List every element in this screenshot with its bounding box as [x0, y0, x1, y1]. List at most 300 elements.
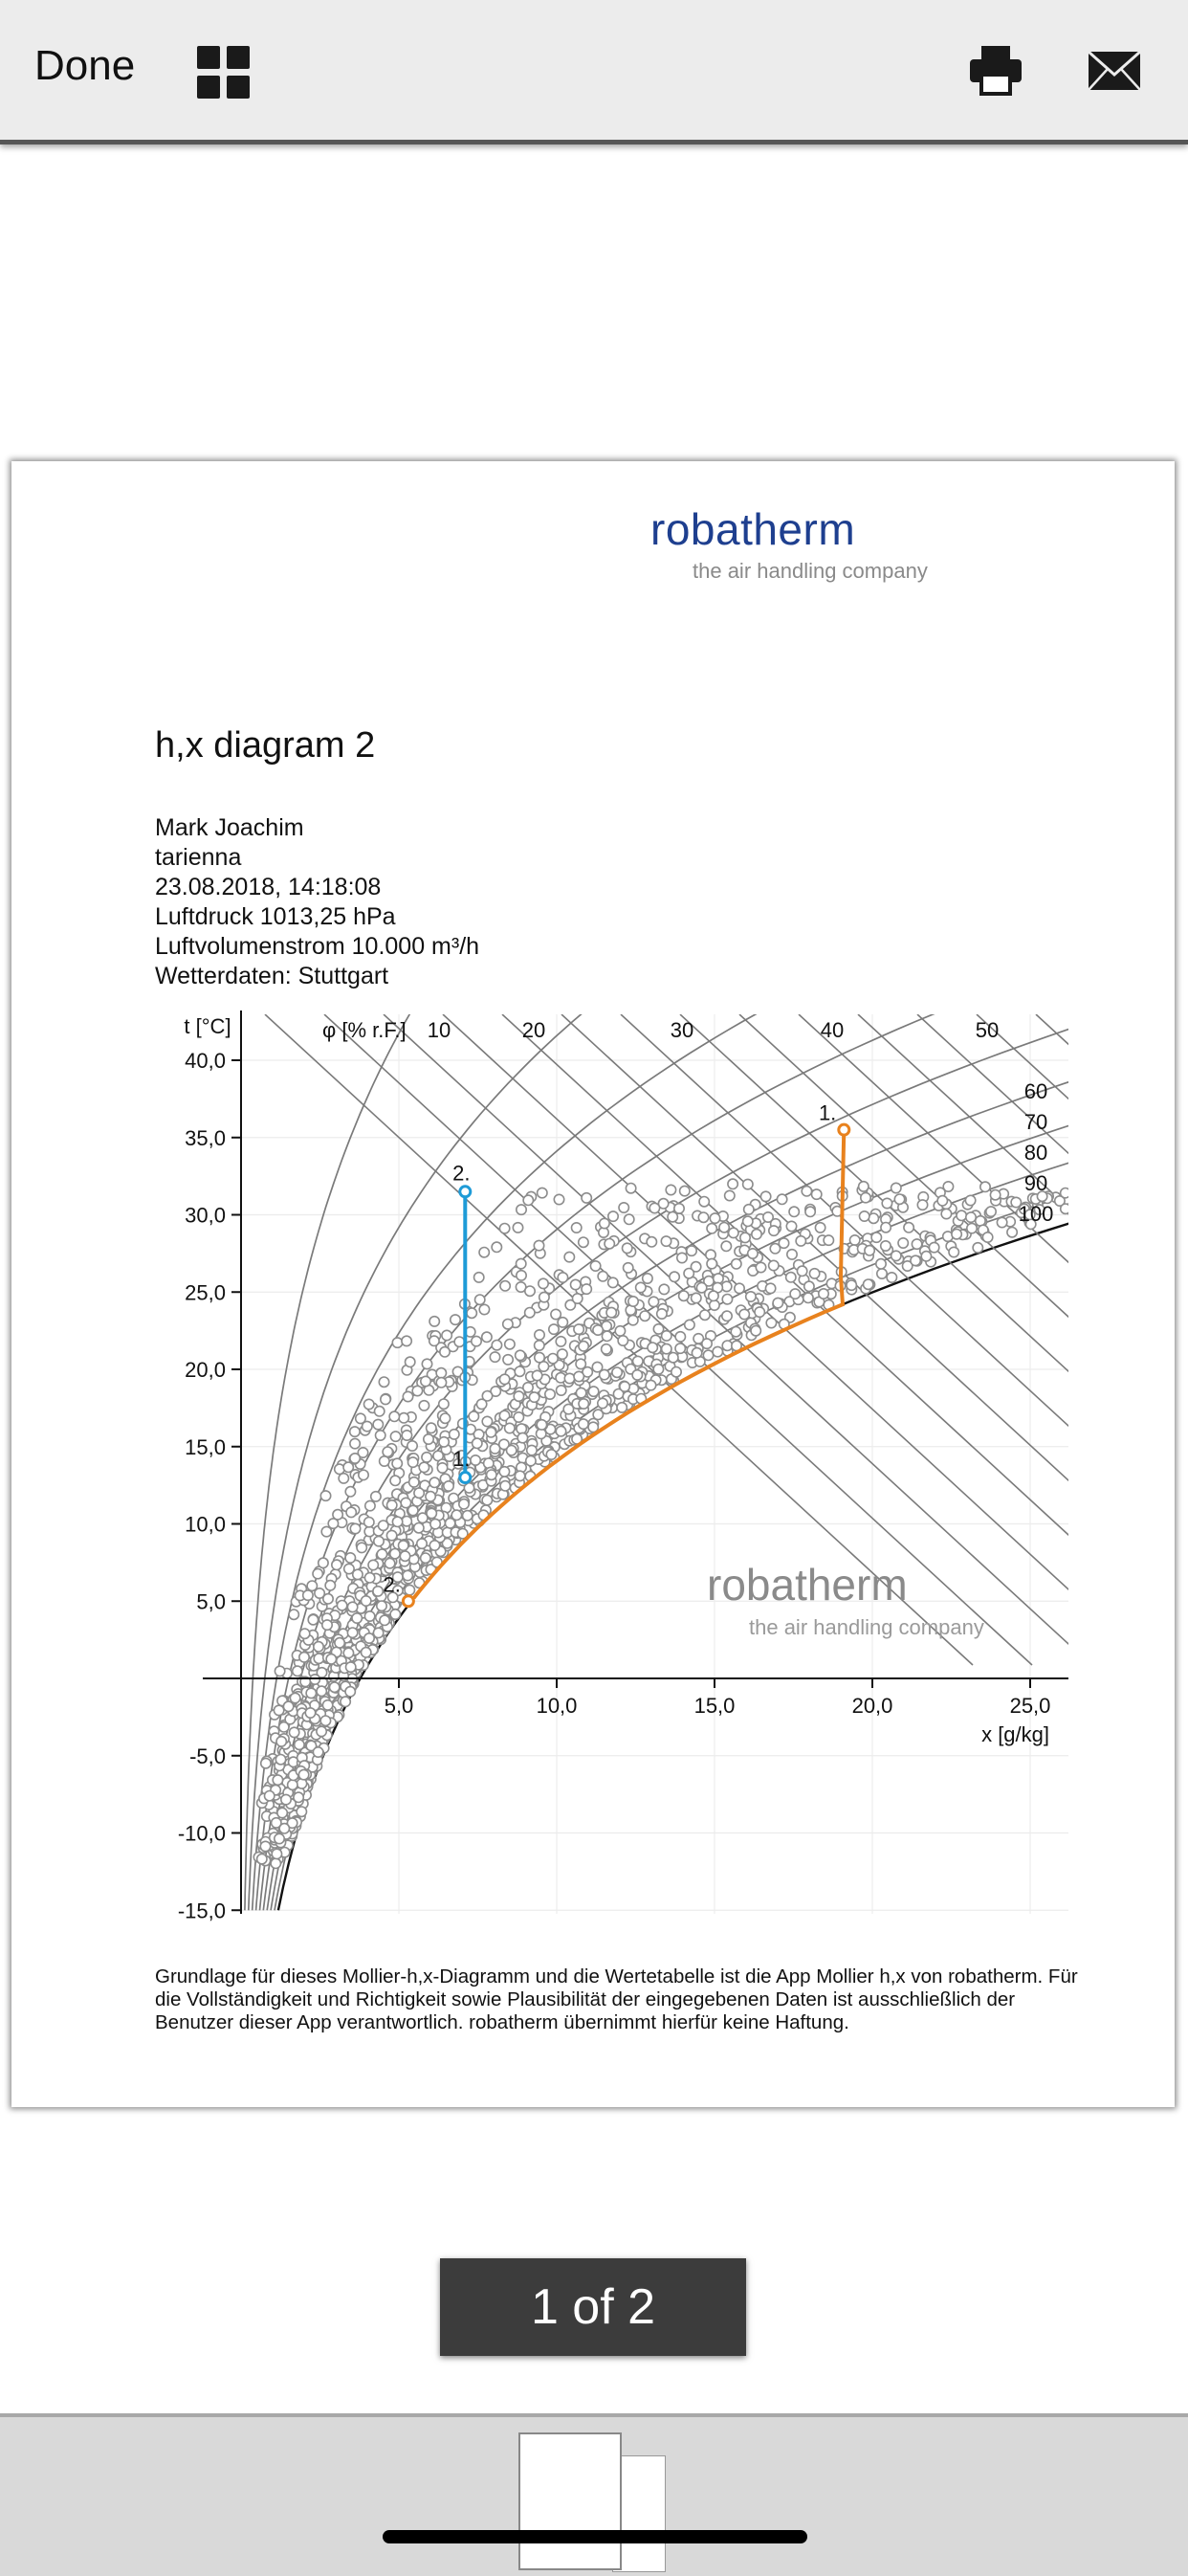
y-tick-label: 5,0	[196, 1589, 226, 1614]
weather-point	[436, 1378, 446, 1388]
weather-point	[628, 1297, 638, 1306]
weather-point	[357, 1543, 366, 1552]
process-point-label: 1.	[818, 1100, 837, 1125]
weather-point	[525, 1308, 535, 1318]
weather-point	[670, 1272, 679, 1281]
weather-point	[343, 1648, 353, 1657]
weather-point	[343, 1462, 353, 1472]
weather-point	[608, 1277, 618, 1287]
weather-point	[347, 1602, 357, 1611]
document-title: h,x diagram 2	[155, 725, 376, 766]
weather-point	[965, 1195, 975, 1205]
weather-point	[699, 1197, 709, 1207]
weather-point	[986, 1207, 996, 1216]
weather-point	[740, 1232, 750, 1242]
weather-point	[556, 1427, 565, 1436]
weather-point	[275, 1755, 285, 1765]
weather-point	[513, 1223, 522, 1232]
weather-point	[346, 1507, 356, 1517]
weather-point	[997, 1217, 1006, 1227]
weather-point	[305, 1708, 315, 1718]
weather-point	[669, 1353, 678, 1363]
weather-point	[539, 1278, 548, 1288]
weather-point	[693, 1334, 703, 1344]
done-button[interactable]: Done	[34, 42, 136, 89]
weather-point	[272, 1849, 281, 1858]
weather-point	[373, 1419, 383, 1429]
weather-point	[439, 1437, 449, 1447]
weather-point	[692, 1348, 701, 1358]
weather-point	[260, 1841, 270, 1851]
weather-point	[534, 1240, 543, 1250]
weather-point	[674, 1204, 684, 1213]
weather-point	[368, 1560, 378, 1569]
logo-tagline: the air handling company	[693, 559, 928, 583]
weather-point	[649, 1297, 658, 1306]
weather-point	[769, 1260, 779, 1270]
weather-point	[600, 1369, 609, 1379]
meta-line: Wetterdaten: Stuttgart	[155, 963, 389, 989]
document-meta	[155, 813, 479, 991]
meta-line: Luftdruck 1013,25 hPa	[155, 903, 396, 930]
weather-point	[364, 1611, 374, 1621]
weather-point	[707, 1224, 716, 1233]
x-tick-label: 25,0	[1009, 1694, 1051, 1718]
weather-point	[320, 1716, 330, 1725]
weather-point	[539, 1292, 549, 1301]
grid-icon[interactable]	[197, 46, 251, 100]
weather-point	[600, 1218, 609, 1228]
weather-point	[299, 1629, 309, 1638]
weather-point	[475, 1295, 485, 1304]
chart-watermark-tagline: the air handling company	[749, 1615, 984, 1639]
weather-point	[445, 1519, 454, 1528]
weather-point	[273, 1775, 282, 1785]
weather-point	[579, 1342, 588, 1351]
weather-point	[937, 1196, 947, 1206]
weather-point	[408, 1457, 418, 1467]
rh-curve-label: 80	[1023, 1141, 1048, 1165]
weather-point	[297, 1807, 306, 1816]
weather-point	[573, 1294, 583, 1303]
weather-point	[362, 1648, 371, 1657]
weather-point	[643, 1274, 652, 1283]
disclaimer-text: Grundlage für dieses Mollier-h,x-Diagramm und die Wertetabelle ist die App Mollier h,x von robatherm. Für die Vollständigkeit und Richtigkeit sowie Plausibilität der eingegebenen Daten ist ausschließlich der Benutzer dieser App verantwortlich. robatherm übernimmt hierfür keine Haftung.	[155, 1965, 1078, 2033]
weather-point	[463, 1511, 473, 1521]
y-tick-label: 35,0	[185, 1125, 226, 1150]
weather-point	[440, 1347, 450, 1357]
weather-point	[303, 1590, 313, 1600]
weather-point	[564, 1373, 574, 1383]
weather-point	[721, 1241, 731, 1251]
weather-point	[647, 1237, 656, 1247]
weather-point	[859, 1182, 869, 1191]
weather-point	[450, 1430, 459, 1439]
weather-point	[535, 1330, 544, 1340]
weather-point	[640, 1311, 649, 1321]
x-tick-label: 20,0	[851, 1694, 893, 1718]
page-indicator: 1 of 2	[440, 2258, 746, 2356]
weather-point	[777, 1194, 786, 1204]
weather-point	[869, 1213, 878, 1223]
weather-point	[294, 1792, 303, 1802]
weather-point	[894, 1194, 904, 1204]
weather-point	[804, 1281, 814, 1291]
weather-point	[408, 1505, 418, 1515]
weather-point	[929, 1242, 938, 1252]
home-indicator	[383, 2530, 807, 2543]
weather-point	[809, 1269, 819, 1278]
weather-point	[403, 1391, 412, 1401]
weather-point	[668, 1212, 677, 1222]
weather-point	[377, 1549, 386, 1559]
weather-point	[980, 1182, 990, 1191]
weather-point	[623, 1243, 632, 1253]
weather-point	[523, 1195, 533, 1205]
weather-point	[709, 1291, 718, 1300]
weather-point	[861, 1192, 870, 1202]
weather-point	[429, 1317, 439, 1326]
weather-point	[551, 1309, 561, 1319]
weather-point	[558, 1273, 567, 1282]
weather-point	[400, 1551, 409, 1561]
rh-curve-label: 70	[1023, 1110, 1048, 1134]
weather-point	[904, 1223, 913, 1232]
weather-point	[698, 1212, 708, 1222]
weather-point	[298, 1769, 308, 1779]
y-tick-label: -10,0	[177, 1821, 226, 1846]
weather-point	[430, 1519, 440, 1528]
weather-point	[426, 1492, 435, 1501]
weather-point	[949, 1247, 958, 1256]
weather-point	[271, 1858, 280, 1868]
weather-point	[545, 1389, 555, 1399]
weather-point	[440, 1413, 450, 1423]
y-axis-label: t [°C]	[184, 1014, 231, 1038]
weather-point	[482, 1496, 492, 1505]
weather-point	[860, 1211, 869, 1221]
weather-point	[337, 1601, 346, 1610]
rh-axis-label: φ [% r.F.]	[322, 1018, 407, 1042]
weather-point	[350, 1454, 360, 1463]
weather-point	[364, 1399, 374, 1409]
weather-point	[535, 1352, 544, 1362]
weather-point	[335, 1638, 344, 1648]
weather-point	[574, 1324, 583, 1334]
weather-point	[770, 1244, 780, 1254]
weather-point	[421, 1376, 430, 1386]
weather-point	[797, 1266, 806, 1276]
weather-point	[277, 1808, 287, 1817]
weather-point	[373, 1628, 383, 1637]
page-thumbnail-1[interactable]	[518, 2432, 622, 2570]
weather-point	[364, 1633, 374, 1643]
weather-point	[576, 1388, 585, 1397]
weather-point	[345, 1553, 355, 1563]
y-tick-label: 15,0	[185, 1434, 226, 1459]
weather-point	[618, 1336, 627, 1345]
y-tick-label: 30,0	[185, 1203, 226, 1228]
weather-point	[364, 1573, 374, 1583]
process-point-label: 2.	[383, 1572, 401, 1597]
mollier-chart	[150, 1005, 1078, 1923]
weather-point	[646, 1380, 655, 1389]
weather-point	[819, 1289, 828, 1299]
weather-point	[429, 1541, 439, 1550]
process-point-orange	[839, 1124, 849, 1135]
weather-point	[265, 1791, 275, 1801]
top-toolbar	[0, 0, 1188, 144]
weather-point	[499, 1374, 509, 1384]
x-tick-label: 5,0	[384, 1694, 414, 1718]
weather-point	[332, 1560, 341, 1569]
weather-point	[755, 1307, 764, 1317]
weather-point	[261, 1759, 271, 1768]
weather-point	[380, 1456, 389, 1466]
weather-point	[390, 1476, 400, 1485]
weather-point	[479, 1248, 489, 1257]
weather-point	[537, 1420, 546, 1430]
weather-point	[653, 1324, 663, 1334]
weather-point	[549, 1324, 559, 1334]
weather-point	[719, 1223, 729, 1232]
weather-point	[350, 1427, 360, 1436]
weather-point	[546, 1450, 556, 1459]
weather-point	[473, 1438, 482, 1448]
x-axis-label: x [g/kg]	[981, 1722, 1049, 1746]
weather-point	[418, 1513, 428, 1522]
weather-point	[414, 1488, 424, 1498]
weather-point	[350, 1523, 360, 1533]
weather-point	[419, 1401, 429, 1410]
weather-point	[572, 1223, 582, 1232]
weather-point	[535, 1341, 544, 1350]
weather-point	[625, 1214, 634, 1224]
weather-point	[363, 1421, 372, 1431]
weather-point	[414, 1523, 424, 1533]
weather-point	[317, 1686, 326, 1696]
weather-point	[941, 1209, 951, 1218]
weather-point	[514, 1412, 523, 1422]
weather-point	[313, 1747, 322, 1757]
weather-point	[322, 1620, 332, 1630]
enthalpy-line	[917, 1014, 1078, 1665]
weather-point	[898, 1238, 908, 1248]
weather-point	[500, 1281, 510, 1291]
weather-point	[732, 1259, 741, 1269]
weather-point	[383, 1447, 392, 1456]
weather-point	[554, 1194, 563, 1204]
weather-point	[429, 1477, 439, 1487]
weather-point	[469, 1411, 478, 1421]
meta-line: 23.08.2018, 14:18:08	[155, 874, 382, 900]
weather-point	[756, 1262, 765, 1272]
weather-point	[403, 1570, 412, 1580]
weather-point	[306, 1688, 316, 1698]
weather-point	[402, 1336, 411, 1345]
weather-point	[556, 1337, 565, 1346]
thumbnail-bar	[0, 2413, 1188, 2576]
weather-point	[517, 1271, 526, 1280]
weather-point	[1061, 1204, 1070, 1213]
weather-point	[503, 1320, 513, 1329]
weather-point	[865, 1246, 874, 1255]
weather-point	[364, 1518, 374, 1527]
weather-point	[392, 1517, 402, 1526]
weather-point	[257, 1854, 267, 1864]
weather-point	[743, 1179, 753, 1188]
weather-point	[326, 1654, 336, 1664]
weather-point	[275, 1666, 284, 1676]
weather-point	[766, 1318, 776, 1327]
weather-point	[722, 1295, 732, 1304]
weather-point	[339, 1474, 348, 1483]
weather-point	[973, 1243, 982, 1253]
weather-point	[787, 1250, 797, 1259]
weather-point	[417, 1539, 427, 1548]
weather-point	[564, 1252, 574, 1261]
weather-point	[677, 1253, 687, 1262]
weather-point	[379, 1521, 388, 1530]
weather-point	[588, 1387, 598, 1396]
x-tick-label: 10,0	[536, 1694, 578, 1718]
weather-point	[320, 1491, 330, 1500]
document-page	[11, 461, 1175, 2107]
weather-point	[713, 1346, 722, 1356]
weather-point	[582, 1284, 591, 1294]
weather-point	[538, 1188, 547, 1197]
weather-point	[887, 1273, 896, 1282]
weather-point	[422, 1359, 431, 1368]
weather-point	[392, 1458, 402, 1468]
weather-point	[484, 1458, 494, 1468]
meta-line: Luftvolumenstrom 10.000 m³/h	[155, 933, 480, 960]
weather-point	[1068, 1209, 1078, 1218]
weather-point	[877, 1269, 887, 1278]
weather-point	[405, 1585, 414, 1594]
weather-point	[507, 1446, 517, 1455]
meta-line: Mark Joachim	[155, 814, 304, 841]
weather-point	[347, 1628, 357, 1637]
weather-point	[492, 1341, 501, 1350]
weather-point	[628, 1315, 638, 1324]
weather-point	[422, 1453, 431, 1462]
weather-point	[406, 1357, 415, 1366]
weather-point	[763, 1212, 773, 1222]
weather-point	[824, 1235, 833, 1245]
weather-point	[295, 1740, 304, 1749]
rh-curve	[256, 1005, 1013, 1910]
weather-point	[409, 1477, 419, 1487]
weather-point	[505, 1423, 515, 1432]
weather-point	[319, 1558, 328, 1567]
weather-point	[648, 1343, 657, 1352]
weather-point	[387, 1500, 397, 1510]
rh-curve	[275, 1005, 1078, 1910]
weather-point	[352, 1613, 362, 1623]
weather-point	[308, 1615, 318, 1625]
weather-point	[636, 1282, 646, 1292]
weather-point	[345, 1687, 355, 1697]
weather-point	[376, 1431, 385, 1440]
weather-point	[675, 1332, 685, 1342]
weather-point	[590, 1261, 600, 1271]
weather-point	[760, 1191, 770, 1201]
weather-point	[812, 1189, 822, 1199]
weather-point	[385, 1559, 394, 1568]
weather-point	[579, 1399, 588, 1409]
process-point-label: 1.	[452, 1447, 471, 1472]
weather-point	[882, 1198, 891, 1208]
weather-point	[317, 1726, 326, 1736]
weather-point	[864, 1279, 873, 1289]
weather-point	[505, 1340, 515, 1349]
weather-point	[598, 1398, 607, 1408]
weather-point	[333, 1510, 342, 1520]
weather-point	[911, 1255, 920, 1265]
printer-icon[interactable]	[968, 42, 1023, 98]
weather-point	[362, 1596, 371, 1606]
weather-point	[744, 1205, 754, 1214]
weather-point	[346, 1662, 356, 1672]
weather-point	[675, 1344, 685, 1353]
weather-point	[659, 1284, 669, 1294]
weather-point	[499, 1224, 509, 1233]
weather-point	[514, 1391, 523, 1401]
x-tick-label: 15,0	[693, 1694, 736, 1718]
weather-point	[557, 1386, 566, 1395]
weather-point	[399, 1541, 408, 1550]
weather-point	[288, 1780, 297, 1789]
weather-point	[687, 1246, 696, 1255]
weather-point	[649, 1203, 659, 1212]
weather-point	[377, 1601, 386, 1610]
weather-point	[419, 1462, 429, 1472]
y-tick-label: -15,0	[177, 1899, 226, 1923]
weather-point	[439, 1399, 449, 1409]
weather-point	[815, 1223, 825, 1232]
weather-point	[515, 1471, 524, 1480]
weather-point	[279, 1824, 289, 1833]
weather-point	[353, 1569, 363, 1579]
chart-watermark-name: robatherm	[707, 1560, 908, 1610]
weather-point	[399, 1413, 408, 1423]
weather-point	[685, 1320, 694, 1329]
weather-point	[891, 1183, 901, 1192]
weather-point	[608, 1211, 618, 1221]
weather-point	[700, 1310, 710, 1320]
weather-point	[527, 1445, 537, 1455]
weather-point	[789, 1207, 799, 1216]
weather-point	[424, 1434, 433, 1444]
weather-point	[722, 1311, 732, 1321]
weather-point	[805, 1207, 815, 1216]
weather-point	[671, 1367, 681, 1377]
weather-point	[490, 1352, 499, 1362]
weather-point	[679, 1291, 689, 1300]
weather-point	[459, 1499, 469, 1509]
weather-point	[729, 1228, 738, 1237]
weather-point	[765, 1283, 775, 1293]
weather-point	[389, 1411, 399, 1421]
weather-point	[487, 1470, 496, 1479]
weather-point	[492, 1242, 501, 1252]
weather-point	[802, 1187, 811, 1196]
mail-icon[interactable]	[1087, 50, 1142, 92]
weather-point	[707, 1258, 716, 1268]
weather-point	[579, 1419, 588, 1429]
weather-point	[379, 1377, 388, 1387]
